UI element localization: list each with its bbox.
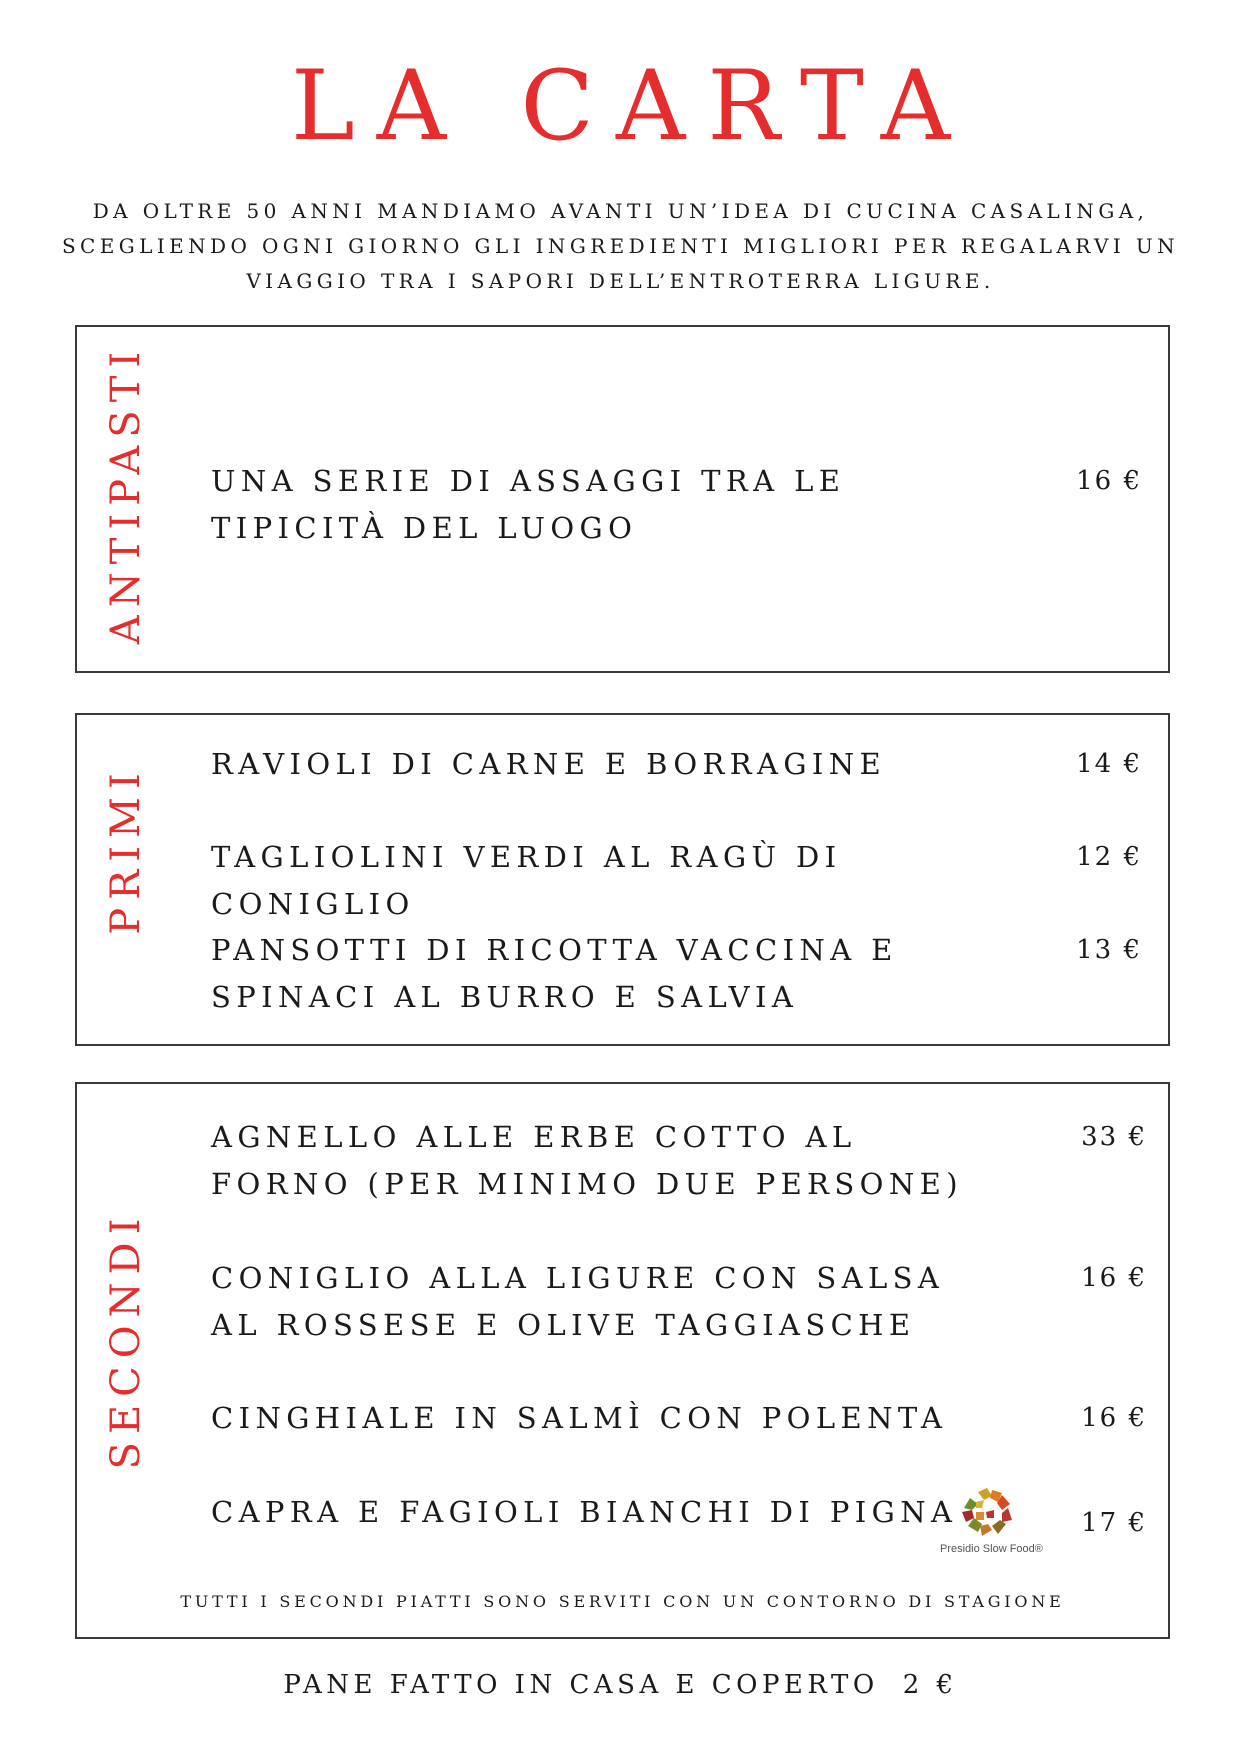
secondi-label: SECONDI bbox=[103, 1210, 149, 1470]
primi-item-name: PANSOTTI DI RICOTTA VACCINA E SPINACI AL BURRO E SALVIA bbox=[211, 933, 898, 1014]
slow-food-presidio-text: Presidio Slow Food® bbox=[940, 1543, 1043, 1555]
slow-food-presidio-logo bbox=[940, 1486, 1043, 1556]
antipasti-label: ANTIPASTI bbox=[103, 343, 149, 645]
intro-text: DA OLTRE 50 ANNI MANDIAMO AVANTI UN’IDEA DI CUCINA CASALINGA, SCEGLIENDO OGNI GIORNO GLI INGREDIENTI MIGLIORI PER REGALARVI UN VIAGGIO TRA I SAPORI DELL’ENTROTERRA LIGURE. bbox=[61, 199, 1180, 293]
primi-item-price: 13 € bbox=[1076, 935, 1142, 965]
footer-price: 2 € bbox=[902, 1670, 958, 1700]
secondi-item-price: 16 € bbox=[1081, 1263, 1147, 1293]
page-title: LA CARTA bbox=[290, 50, 973, 162]
primi-item-price: 12 € bbox=[1076, 842, 1142, 872]
secondi-item-name: CINGHIALE IN SALMÌ CON POLENTA bbox=[211, 1401, 948, 1435]
antipasti-item-name: UNA SERIE DI ASSAGGI TRA LE TIPICITÀ DEL LUOGO bbox=[211, 464, 846, 545]
antipasti-item-price: 16 € bbox=[1076, 466, 1142, 496]
secondi-item-name: CAPRA E FAGIOLI BIANCHI DI PIGNA bbox=[211, 1495, 958, 1529]
secondi-item-name: AGNELLO ALLE ERBE COTTO AL FORNO (PER MINIMO DUE PERSONE) bbox=[211, 1120, 963, 1201]
slow-food-presidio-icon bbox=[940, 1486, 1035, 1544]
primi-item-price: 14 € bbox=[1076, 749, 1142, 779]
secondi-item-price: 16 € bbox=[1081, 1403, 1147, 1433]
secondi-item-price: 33 € bbox=[1081, 1122, 1147, 1152]
secondi-item-name: CONIGLIO ALLA LIGURE CON SALSA AL ROSSESE E OLIVE TAGGIASCHE bbox=[211, 1261, 945, 1342]
footer-cover-charge bbox=[0, 1665, 1241, 1705]
primi-label: PRIMI bbox=[103, 765, 149, 935]
primi-item-name: RAVIOLI DI CARNE E BORRAGINE bbox=[211, 747, 887, 781]
primi-item-name: TAGLIOLINI VERDI AL RAGÙ DI CONIGLIO bbox=[211, 840, 842, 921]
secondi-item-price: 17 € bbox=[1081, 1508, 1147, 1538]
secondi-note: TUTTI I SECONDI PIATTI SONO SERVITI CON UN CONTORNO DI STAGIONE bbox=[180, 1592, 1065, 1611]
footer-label: PANE FATTO IN CASA E COPERTO bbox=[283, 1670, 879, 1700]
